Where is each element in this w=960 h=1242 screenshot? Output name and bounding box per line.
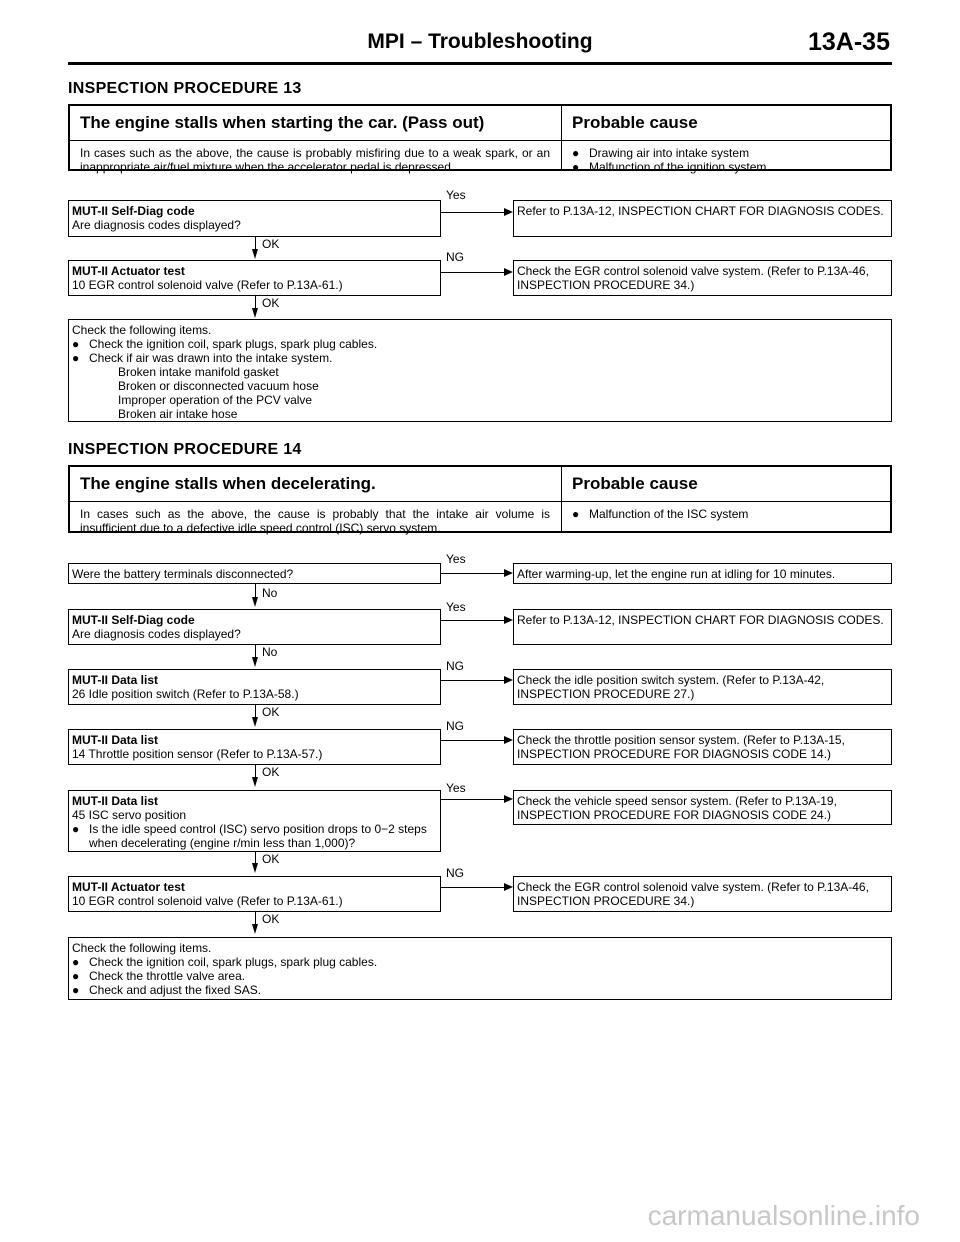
arrow-down-icon — [252, 924, 258, 934]
step-text: Are diagnosis codes displayed? — [72, 627, 241, 641]
bullet-icon: ● — [572, 160, 580, 174]
bullet-icon: ● — [572, 146, 580, 160]
step-title: MUT-II Self-Diag code — [72, 613, 195, 627]
result-text: Refer to P.13A-12, INSPECTION CHART FOR DIAGNOSIS CODES. — [517, 204, 884, 218]
flow-result-box — [513, 876, 892, 912]
branch-label: Yes — [446, 188, 466, 202]
check-item: ● Check if air was drawn into the intake system. — [72, 351, 333, 365]
flow-arrow-line — [441, 680, 504, 681]
symptom-heading: The engine stalls when starting the car. (Pass out) — [80, 113, 485, 132]
bullet-icon: ● — [72, 822, 80, 836]
flow-result-box — [513, 260, 892, 296]
sub-item: Broken intake manifold gasket — [118, 365, 279, 379]
check-item: ● Is the idle speed control (ISC) servo position drops to 0−2 steps when decelerating (engine r/min less than 1,000)? — [72, 822, 427, 850]
connector-label: OK — [262, 852, 280, 866]
branch-label: Yes — [446, 600, 466, 614]
branch-label: NG — [446, 866, 464, 880]
step-text: 26 Idle position switch (Refer to P.13A-58.) — [72, 687, 299, 701]
step-text: 10 EGR control solenoid valve (Refer to P.13A-61.) — [72, 894, 343, 908]
arrow-right-icon — [504, 795, 513, 803]
flow-step-box — [68, 260, 441, 296]
flow-connector — [255, 705, 256, 717]
sub-item: Improper operation of the PCV valve — [118, 393, 313, 407]
check-item: ● Check and adjust the fixed SAS. — [72, 983, 262, 997]
flow-arrow-line — [441, 573, 504, 574]
cause-item: ● Drawing air into intake system — [572, 146, 750, 160]
step-text: 10 EGR control solenoid valve (Refer to P.13A-61.) — [72, 278, 343, 292]
connector-label: OK — [262, 705, 280, 719]
flow-connector — [255, 912, 256, 924]
flow-result-box — [513, 563, 892, 584]
cause-item: ● Malfunction of the ISC system — [572, 507, 749, 521]
page-number: 13A-35 — [808, 28, 890, 56]
result-text: Check the vehicle speed sensor system. (Refer to P.13A-19, INSPECTION PROCEDURE FOR DIAGNOSIS CODE 24.) — [517, 794, 837, 822]
arrow-down-icon — [252, 863, 258, 873]
arrow-right-icon — [504, 569, 513, 577]
result-text: Refer to P.13A-12, INSPECTION CHART FOR DIAGNOSIS CODES. — [517, 613, 884, 627]
arrow-down-icon — [252, 777, 258, 787]
probable-cause-heading: Probable cause — [572, 113, 698, 132]
connector-label: OK — [262, 237, 280, 251]
arrow-right-icon — [504, 736, 513, 744]
watermark: carmanualsonline.info — [647, 1200, 920, 1231]
branch-label: Yes — [446, 781, 466, 795]
connector-label: No — [262, 586, 278, 600]
procedure-13-symptom-table — [68, 104, 892, 174]
step-title: MUT-II Data list — [72, 673, 159, 687]
final-intro: Check the following items. — [72, 941, 212, 955]
final-intro: Check the following items. — [72, 323, 212, 337]
arrow-right-icon — [504, 616, 513, 624]
table-divider — [561, 106, 562, 169]
flow-connector — [255, 237, 256, 249]
branch-label: Yes — [446, 552, 466, 566]
bullet-icon: ● — [572, 507, 580, 521]
branch-label: NG — [446, 659, 464, 673]
flow-result-box — [513, 729, 892, 765]
flow-result-box — [513, 790, 892, 825]
flow-final-box — [68, 319, 892, 422]
arrow-right-icon — [504, 883, 513, 891]
step-text: Are diagnosis codes displayed? — [72, 218, 241, 232]
procedure-14-symptom-table — [68, 465, 892, 533]
step-title: MUT-II Data list — [72, 733, 159, 747]
bullet-icon: ● — [72, 337, 80, 351]
procedure-13-heading: INSPECTION PROCEDURE 13 — [68, 80, 302, 97]
flow-arrow-line — [441, 799, 504, 800]
step-title: MUT-II Self-Diag code — [72, 204, 195, 218]
bullet-icon: ● — [72, 351, 80, 365]
probable-cause-list — [572, 507, 882, 521]
flow-arrow-line — [441, 272, 504, 273]
connector-label: OK — [262, 296, 280, 310]
step-title: MUT-II Actuator test — [72, 264, 185, 278]
probable-cause-heading: Probable cause — [572, 474, 698, 493]
flow-result-box — [513, 669, 892, 705]
flow-step-box — [68, 563, 441, 584]
bullet-icon: ● — [72, 955, 80, 969]
step-title: MUT-II Data list — [72, 794, 159, 808]
check-item: ● Check the throttle valve area. — [72, 969, 246, 983]
flow-connector — [255, 584, 256, 597]
flow-connector — [255, 296, 256, 308]
flow-step-box — [68, 200, 441, 237]
procedure-14-heading: INSPECTION PROCEDURE 14 — [68, 441, 302, 458]
arrow-right-icon — [504, 676, 513, 684]
symptom-description: In cases such as the above, the cause is probably misfiring due to a weak spark, or an inappropriate air/fuel mixture when the accelerator pedal is depressed. — [80, 146, 550, 174]
step-text: Were the battery terminals disconnected? — [72, 567, 294, 581]
flow-step-box — [68, 729, 441, 765]
result-text: Check the throttle position sensor system. (Refer to P.13A-15, INSPECTION PROCEDURE FOR DIAGNOSIS CODE 14.) — [517, 733, 845, 761]
sub-item: Broken or disconnected vacuum hose — [118, 379, 319, 393]
result-text: Check the EGR control solenoid valve system. (Refer to P.13A-46, INSPECTION PROCEDURE 34.) — [517, 264, 869, 292]
connector-label: OK — [262, 765, 280, 779]
branch-label: NG — [446, 719, 464, 733]
connector-label: No — [262, 645, 278, 659]
check-item: ● Check the ignition coil, spark plugs, spark plug cables. — [72, 337, 378, 351]
flow-arrow-line — [441, 740, 504, 741]
flow-step-box — [68, 609, 441, 645]
flow-result-box — [513, 609, 892, 645]
arrow-down-icon — [252, 717, 258, 727]
flow-connector — [255, 765, 256, 777]
flow-step-box — [68, 876, 441, 912]
flow-connector — [255, 852, 256, 863]
flow-arrow-line — [441, 212, 504, 213]
result-text: Check the EGR control solenoid valve system. (Refer to P.13A-46, INSPECTION PROCEDURE 34.) — [517, 880, 869, 908]
arrow-right-icon — [504, 208, 513, 216]
flow-final-box — [68, 937, 892, 1000]
sub-item: Broken air intake hose — [118, 407, 238, 421]
flow-result-box — [513, 200, 892, 237]
flow-arrow-line — [441, 887, 504, 888]
connector-label: OK — [262, 912, 280, 926]
table-divider — [561, 467, 562, 531]
arrow-down-icon — [252, 308, 258, 318]
page-title: MPI – Troubleshooting — [367, 30, 593, 53]
cause-item: ● Malfunction of the ignition system — [572, 160, 767, 174]
flow-arrow-line — [441, 620, 504, 621]
result-text: Check the idle position switch system. (Refer to P.13A-42, INSPECTION PROCEDURE 27.) — [517, 673, 825, 701]
result-text: After warming-up, let the engine run at idling for 10 minutes. — [517, 567, 836, 581]
symptom-heading: The engine stalls when decelerating. — [80, 474, 376, 493]
header-rule — [68, 62, 892, 65]
flow-step-box — [68, 669, 441, 705]
check-item: ● Check the ignition coil, spark plugs, spark plug cables. — [72, 955, 378, 969]
arrow-down-icon — [252, 249, 258, 259]
arrow-right-icon — [504, 268, 513, 276]
step-text: 45 ISC servo position — [72, 808, 187, 822]
branch-label: NG — [446, 250, 464, 264]
flow-connector — [255, 645, 256, 657]
step-title: MUT-II Actuator test — [72, 880, 185, 894]
probable-cause-list — [572, 146, 882, 174]
symptom-description: In cases such as the above, the cause is probably that the intake air volume is insufficient due to a defective idle speed control (ISC) servo system. — [80, 507, 550, 535]
flow-step-box — [68, 790, 441, 852]
step-text: 14 Throttle position sensor (Refer to P.13A-57.) — [72, 747, 323, 761]
arrow-down-icon — [252, 597, 258, 607]
bullet-icon: ● — [72, 983, 80, 997]
bullet-icon: ● — [72, 969, 80, 983]
arrow-down-icon — [252, 657, 258, 667]
